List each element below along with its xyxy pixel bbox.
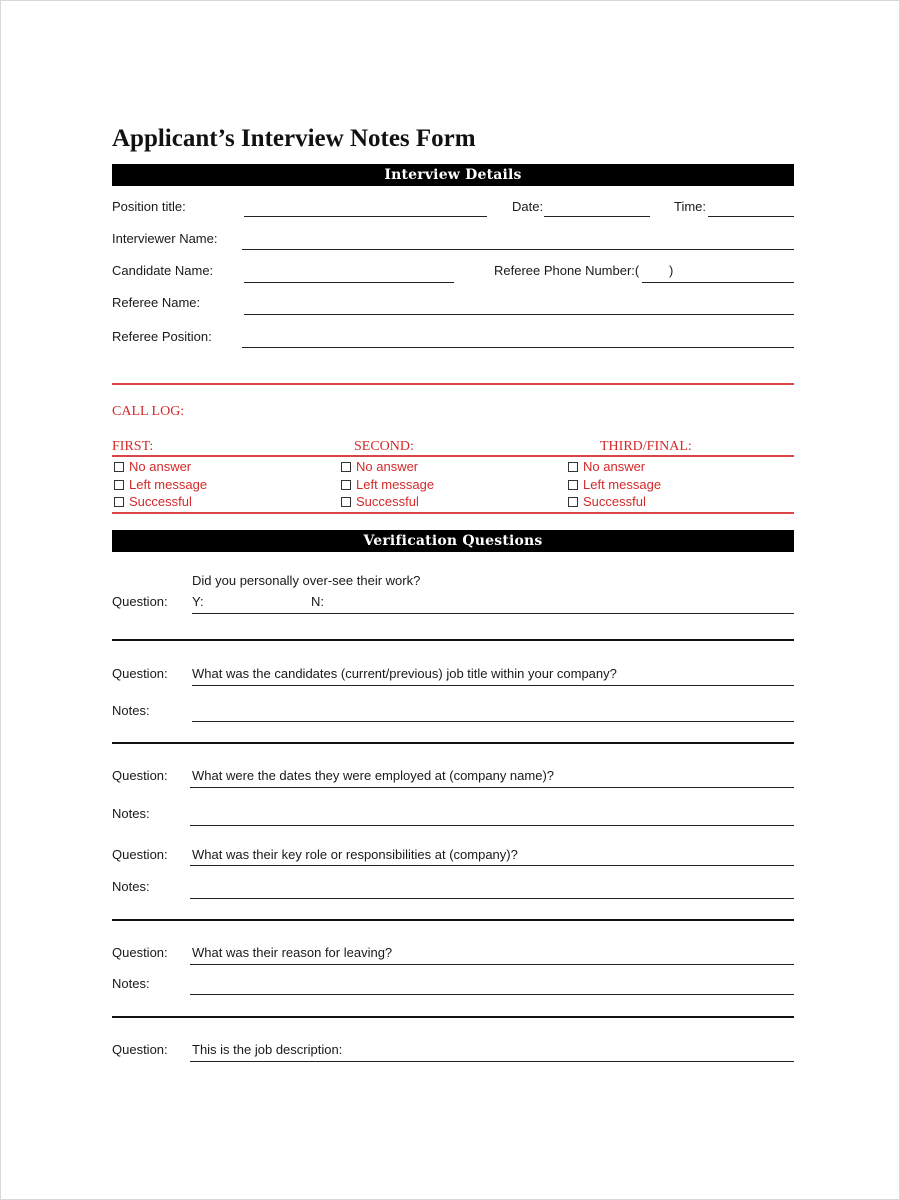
section-divider (112, 919, 794, 921)
question-4-label: Question: (112, 847, 168, 862)
question-4-answer-field[interactable] (190, 865, 794, 866)
interview-details-header: Interview Details (112, 164, 794, 186)
referee-phone-label: Referee Phone Number:( (494, 263, 640, 278)
checkbox-icon (114, 497, 124, 507)
question-5-notes-field[interactable] (190, 994, 794, 995)
checkbox-icon (341, 480, 351, 490)
second-no-answer-checkbox[interactable] (341, 459, 418, 474)
second-left-message-checkbox[interactable] (341, 477, 434, 492)
checkbox-icon (568, 462, 578, 472)
question-2-notes-label: Notes: (112, 703, 150, 718)
question-3-text: What were the dates they were employed at (company name)? (192, 768, 555, 783)
question-3-notes-field[interactable] (190, 825, 794, 826)
question-6-text: This is the job description: (192, 1042, 343, 1057)
checkbox-label: No answer (356, 459, 419, 474)
question-3-notes-label: Notes: (112, 806, 150, 821)
checkbox-icon (114, 480, 124, 490)
third-successful-checkbox[interactable] (568, 494, 646, 509)
question-1-no-label: N: (311, 594, 324, 609)
question-5-notes-label: Notes: (112, 976, 150, 991)
first-left-message-checkbox[interactable] (114, 477, 207, 492)
question-4-text: What was their key role or responsibilities at (company)? (192, 847, 518, 862)
question-3-answer-field[interactable] (190, 787, 794, 788)
date-field[interactable] (544, 216, 650, 217)
candidate-name-label: Candidate Name: (112, 263, 214, 278)
referee-phone-field[interactable] (642, 282, 794, 283)
question-1-label: Question: (112, 594, 168, 609)
call-log-label: CALL LOG: (112, 404, 185, 419)
section-divider (112, 639, 794, 641)
checkbox-icon (568, 497, 578, 507)
question-2-label: Question: (112, 666, 168, 681)
call-log-second-heading: SECOND: (354, 439, 414, 454)
question-3-label: Question: (112, 768, 168, 783)
question-5-answer-field[interactable] (190, 964, 794, 965)
call-log-third-heading: THIRD/FINAL: (600, 439, 692, 454)
checkbox-label: No answer (129, 459, 192, 474)
checkbox-icon (341, 462, 351, 472)
question-1-answer-field[interactable] (192, 613, 794, 614)
candidate-name-field[interactable] (244, 282, 454, 283)
referee-position-field[interactable] (242, 347, 794, 348)
question-5-label: Question: (112, 945, 168, 960)
verification-questions-header: Verification Questions (112, 530, 794, 552)
question-1-yes-label: Y: (192, 594, 204, 609)
question-2-notes-field[interactable] (192, 721, 794, 722)
referee-phone-close-paren: ) (669, 263, 674, 278)
position-title-field[interactable] (244, 216, 487, 217)
call-log-first-heading: FIRST: (112, 439, 154, 454)
form-title: Applicant’s Interview Notes Form (112, 125, 476, 152)
question-1-text: Did you personally over-see their work? (192, 573, 421, 588)
section-divider (112, 742, 794, 744)
third-no-answer-checkbox[interactable] (568, 459, 645, 474)
checkbox-label: Successful (583, 494, 646, 509)
checkbox-label: Left message (129, 477, 208, 492)
call-log-divider-mid (112, 455, 794, 457)
question-4-notes-field[interactable] (190, 898, 794, 899)
third-left-message-checkbox[interactable] (568, 477, 661, 492)
checkbox-label: Successful (129, 494, 192, 509)
checkbox-icon (341, 497, 351, 507)
call-log-divider-top (112, 383, 794, 385)
question-2-text: What was the candidates (current/previous) job title within your company? (192, 666, 617, 681)
time-field[interactable] (708, 216, 794, 217)
checkbox-label: Left message (356, 477, 435, 492)
question-2-answer-field[interactable] (192, 685, 794, 686)
checkbox-label: No answer (583, 459, 646, 474)
interviewer-name-label: Interviewer Name: (112, 231, 218, 246)
second-successful-checkbox[interactable] (341, 494, 419, 509)
referee-name-field[interactable] (244, 314, 794, 315)
call-log-divider-bottom (112, 512, 794, 514)
checkbox-icon (568, 480, 578, 490)
position-title-label: Position title: (112, 199, 186, 214)
date-label: Date: (512, 199, 544, 214)
time-label: Time: (674, 199, 707, 214)
referee-position-label: Referee Position: (112, 329, 212, 344)
question-5-text: What was their reason for leaving? (192, 945, 393, 960)
first-no-answer-checkbox[interactable] (114, 459, 191, 474)
interviewer-name-field[interactable] (242, 249, 794, 250)
question-4-notes-label: Notes: (112, 879, 150, 894)
checkbox-label: Successful (356, 494, 419, 509)
checkbox-icon (114, 462, 124, 472)
checkbox-label: Left message (583, 477, 662, 492)
referee-name-label: Referee Name: (112, 295, 201, 310)
question-6-label: Question: (112, 1042, 168, 1057)
first-successful-checkbox[interactable] (114, 494, 192, 509)
question-6-answer-field[interactable] (190, 1061, 794, 1062)
section-divider (112, 1016, 794, 1018)
